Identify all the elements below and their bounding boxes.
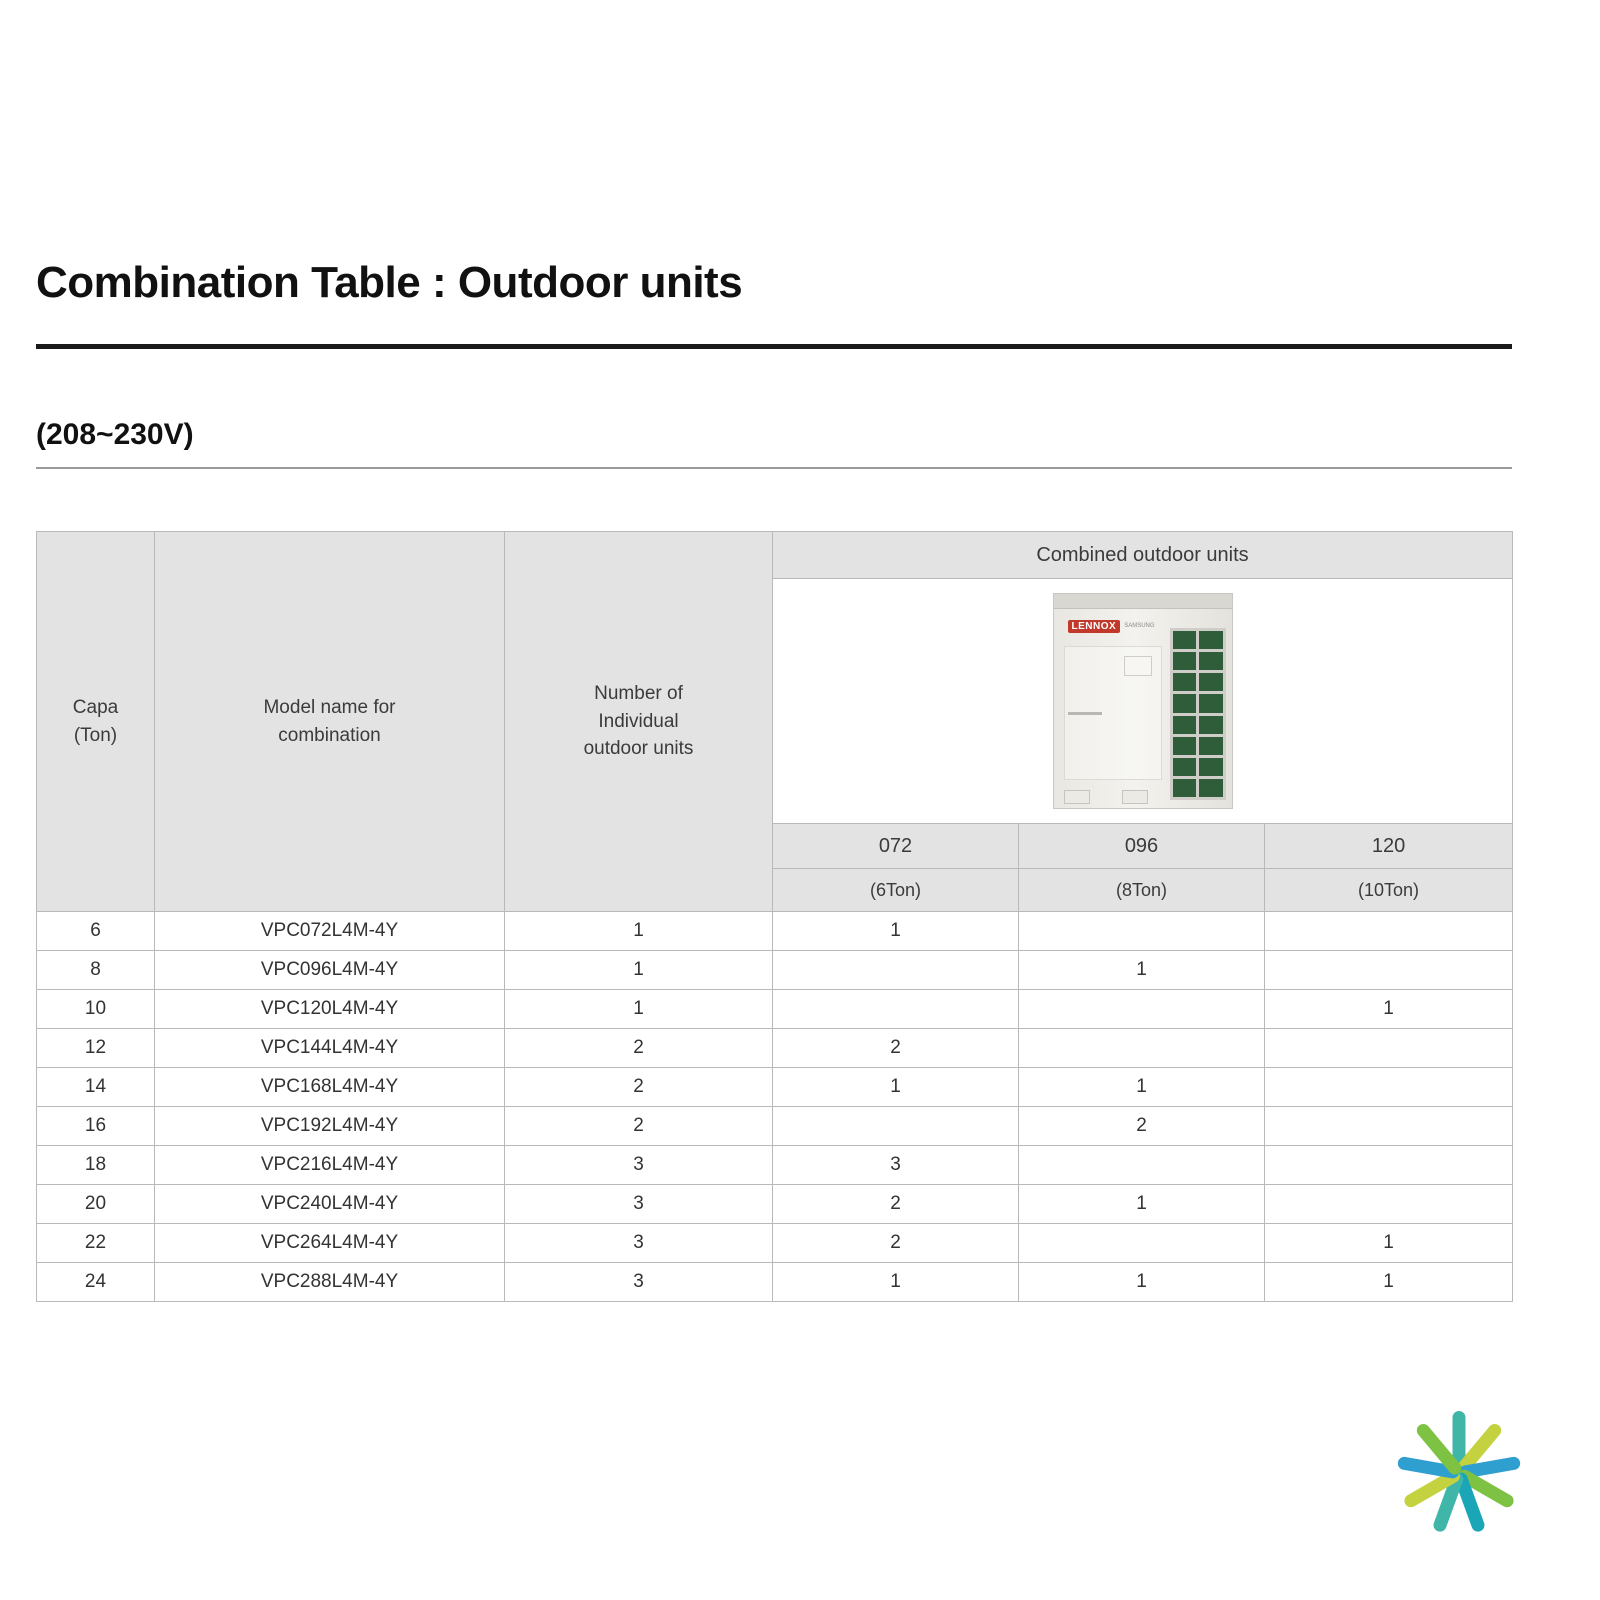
cell-capa: 20: [37, 1185, 155, 1224]
cell-capa: 18: [37, 1146, 155, 1185]
cell-model: VPC288L4M-4Y: [155, 1263, 505, 1302]
header-capa-line2: (Ton): [73, 724, 118, 746]
header-number-line2: Individual: [598, 710, 679, 732]
cell-096: 2: [1019, 1107, 1265, 1146]
cell-096: [1019, 1029, 1265, 1068]
header-row-top: [37, 532, 1513, 579]
cell-capa: 6: [37, 912, 155, 951]
table-body: [37, 912, 1513, 1302]
table-row: [37, 1068, 1513, 1107]
cell-120: 1: [1265, 1224, 1513, 1263]
cell-096: 1: [1019, 1263, 1265, 1302]
cell-capa: 22: [37, 1224, 155, 1263]
title-divider: [36, 344, 1512, 349]
cell-count: 1: [505, 912, 773, 951]
burst-logo: [1384, 1398, 1534, 1548]
header-model-line1: Model name for: [263, 696, 396, 718]
header-capa: [37, 532, 155, 912]
cell-count: 2: [505, 1068, 773, 1107]
cell-072: 2: [773, 1185, 1019, 1224]
header-capa-line1: Capa: [72, 696, 119, 718]
header-unit-code-096: 096: [1019, 824, 1265, 869]
unit-heat-exchanger-grille: [1170, 628, 1226, 800]
cell-072: [773, 951, 1019, 990]
outdoor-unit-illustration: [773, 579, 1512, 823]
cell-120: [1265, 1068, 1513, 1107]
table-row: [37, 1107, 1513, 1146]
cell-120: [1265, 1029, 1513, 1068]
cell-model: VPC168L4M-4Y: [155, 1068, 505, 1107]
cell-096: 1: [1019, 1185, 1265, 1224]
brand-sub-text: SAMSUNG: [1124, 622, 1155, 629]
voltage-subtitle: (208~230V): [36, 418, 194, 451]
cell-096: [1019, 990, 1265, 1029]
table-row: [37, 990, 1513, 1029]
table-row: [37, 1224, 1513, 1263]
cell-072: 2: [773, 1224, 1019, 1263]
cell-count: 3: [505, 1146, 773, 1185]
header-number-of-units: [505, 532, 773, 912]
table-row: [37, 1029, 1513, 1068]
cell-072: 1: [773, 1263, 1019, 1302]
cell-120: 1: [1265, 990, 1513, 1029]
cell-072: [773, 990, 1019, 1029]
cell-120: [1265, 1185, 1513, 1224]
cell-capa: 16: [37, 1107, 155, 1146]
cell-model: VPC192L4M-4Y: [155, 1107, 505, 1146]
cell-count: 3: [505, 1263, 773, 1302]
unit-top-cap: [1054, 594, 1232, 609]
cell-model: VPC216L4M-4Y: [155, 1146, 505, 1185]
cell-count: 2: [505, 1107, 773, 1146]
cell-120: [1265, 1107, 1513, 1146]
cell-120: [1265, 951, 1513, 990]
cell-072: [773, 1107, 1019, 1146]
cell-count: 3: [505, 1185, 773, 1224]
cell-count: 2: [505, 1029, 773, 1068]
cell-model: VPC264L4M-4Y: [155, 1224, 505, 1263]
cell-capa: 24: [37, 1263, 155, 1302]
header-unit-code-120: 120: [1265, 824, 1513, 869]
cell-072: 3: [773, 1146, 1019, 1185]
cell-capa: 14: [37, 1068, 155, 1107]
cell-model: VPC240L4M-4Y: [155, 1185, 505, 1224]
subtitle-divider: [36, 467, 1512, 469]
cell-model: VPC072L4M-4Y: [155, 912, 505, 951]
cell-model: VPC144L4M-4Y: [155, 1029, 505, 1068]
header-unit-code-072: 072: [773, 824, 1019, 869]
cell-072: 2: [773, 1029, 1019, 1068]
table-row: [37, 1146, 1513, 1185]
cell-096: 1: [1019, 951, 1265, 990]
cell-count: 3: [505, 1224, 773, 1263]
header-unit-ton-096: (8Ton): [1019, 869, 1265, 912]
header-unit-ton-120: (10Ton): [1265, 869, 1513, 912]
cell-count: 1: [505, 990, 773, 1029]
cell-096: [1019, 1224, 1265, 1263]
unit-base-feet: [1062, 784, 1162, 804]
table-row: [37, 1263, 1513, 1302]
cell-120: [1265, 912, 1513, 951]
header-model-line2: combination: [278, 724, 381, 746]
cell-120: 1: [1265, 1263, 1513, 1302]
cell-120: [1265, 1146, 1513, 1185]
combination-table: [36, 531, 1513, 1302]
cell-096: [1019, 912, 1265, 951]
table-row: [37, 912, 1513, 951]
cell-model: VPC120L4M-4Y: [155, 990, 505, 1029]
header-combined-outdoor-units: Combined outdoor units: [773, 532, 1513, 579]
cell-capa: 12: [37, 1029, 155, 1068]
brand-mark-text: LENNOX: [1068, 620, 1121, 633]
table-head: [37, 532, 1513, 912]
header-model-name: [155, 532, 505, 912]
header-unit-ton-072: (6Ton): [773, 869, 1019, 912]
table-row: [37, 1185, 1513, 1224]
cell-count: 1: [505, 951, 773, 990]
cell-072: 1: [773, 912, 1019, 951]
cell-096: 1: [1019, 1068, 1265, 1107]
page-title: Combination Table : Outdoor units: [36, 258, 743, 307]
cell-072: 1: [773, 1068, 1019, 1107]
unit-label-strip: [1068, 712, 1102, 715]
unit-control-box: [1124, 656, 1152, 676]
cell-model: VPC096L4M-4Y: [155, 951, 505, 990]
unit-brand-logo: [1068, 618, 1176, 634]
header-number-line1: Number of: [594, 683, 683, 705]
cell-capa: 8: [37, 951, 155, 990]
outdoor-unit-image-cell: [773, 579, 1513, 824]
unit-body: [1053, 593, 1233, 809]
table-row: [37, 951, 1513, 990]
header-number-line3: outdoor units: [583, 738, 694, 760]
cell-096: [1019, 1146, 1265, 1185]
cell-capa: 10: [37, 990, 155, 1029]
